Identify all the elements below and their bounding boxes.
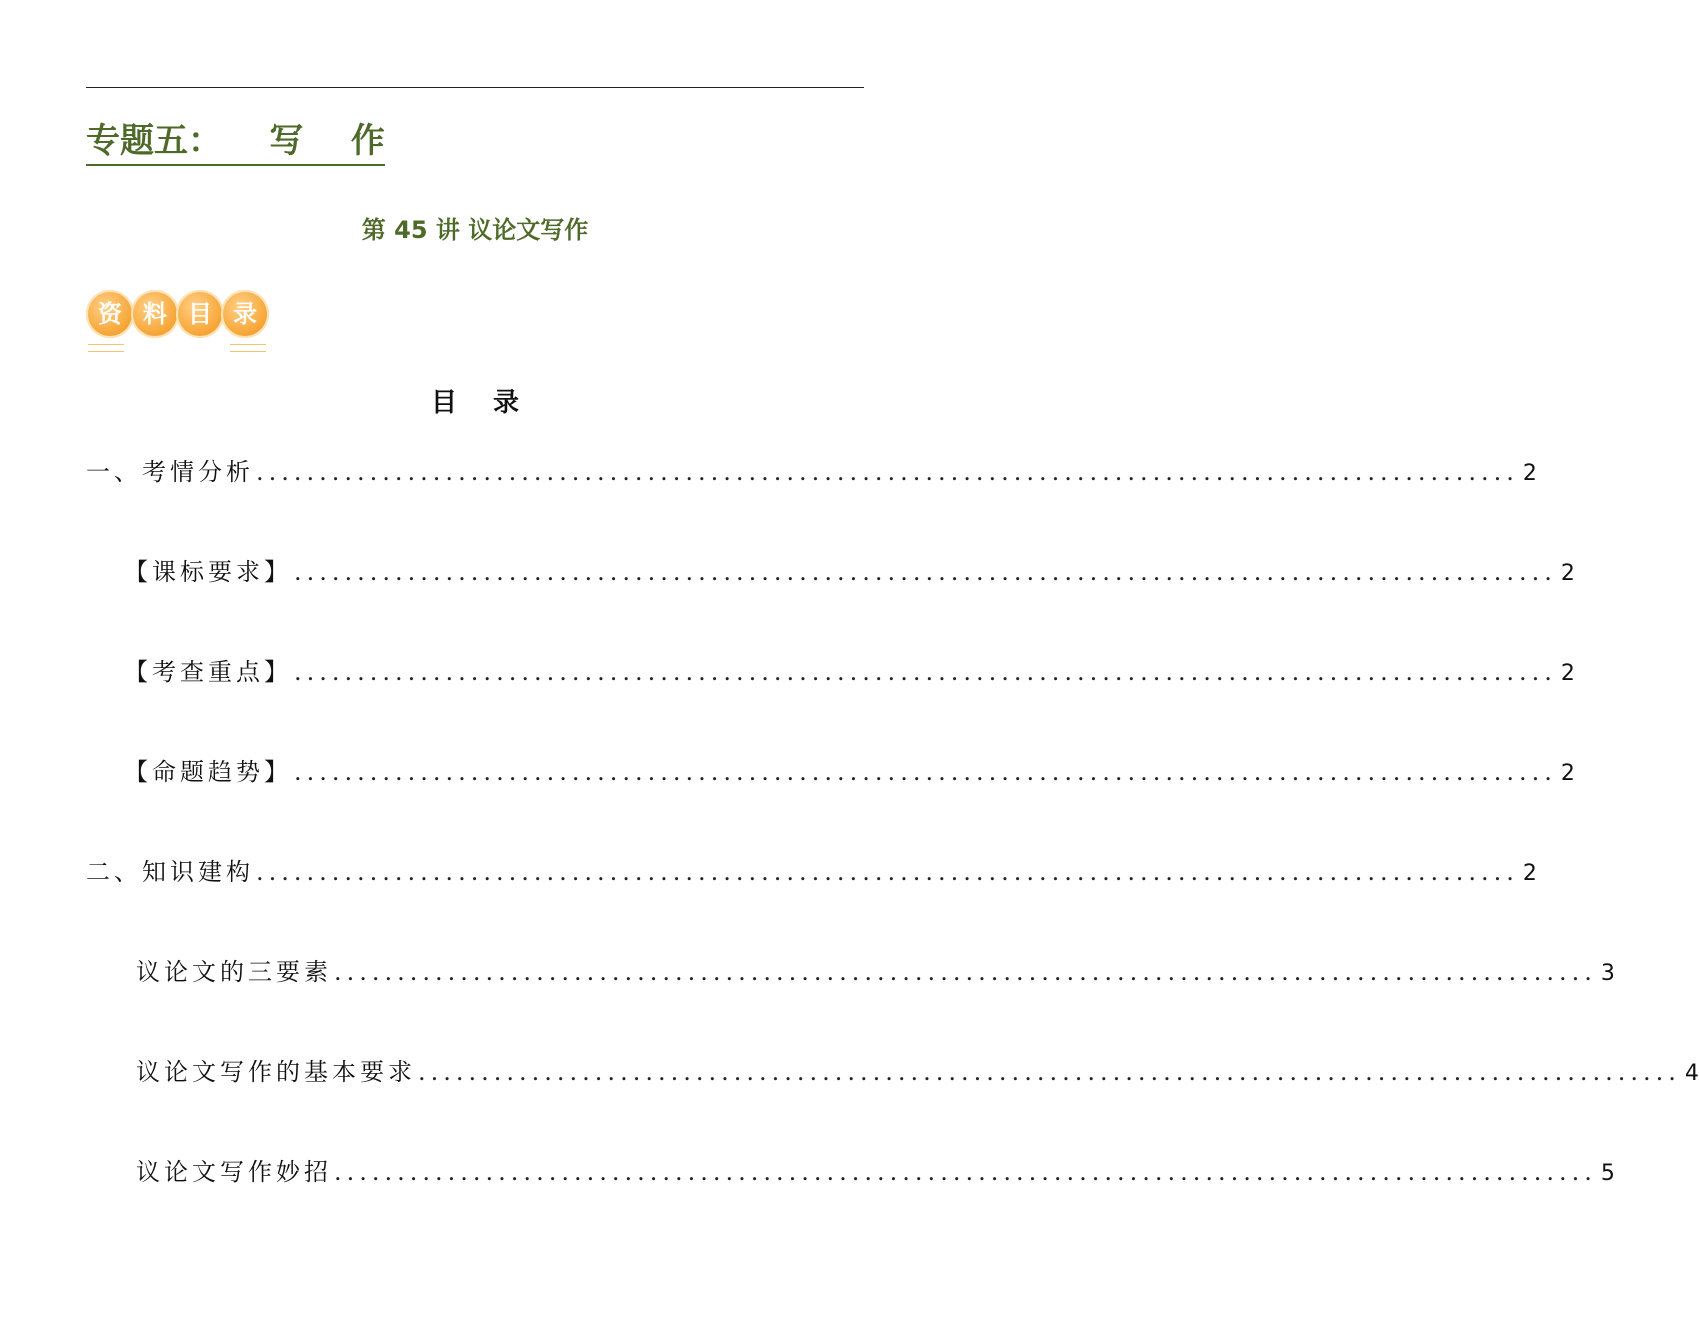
badge-char-4: 录 — [221, 290, 269, 338]
toc-entry-label: 【考查重点】 — [124, 658, 292, 686]
toc-entry-label: 议论文写作的基本要求 — [136, 1058, 416, 1086]
toc-entry[interactable] — [136, 954, 1615, 990]
toc-entry[interactable] — [136, 1054, 1699, 1090]
toc-entry[interactable] — [86, 854, 1537, 890]
toc-page-number: 3 — [1600, 961, 1615, 986]
toc-dot-leader: .................................................................................................... — [334, 958, 1597, 986]
badge-decoration-left — [88, 344, 124, 352]
badge-char-3: 目 — [176, 290, 224, 338]
badge-decoration-right — [230, 344, 266, 352]
toc-entry-label: 一、考情分析 — [86, 458, 254, 486]
badge-char-1: 资 — [86, 290, 134, 338]
toc-page-number: 2 — [1560, 761, 1575, 786]
badge-char-2: 料 — [131, 290, 179, 338]
toc-dot-leader: .................................................................................................... — [256, 458, 1519, 486]
toc-entry[interactable] — [136, 1154, 1615, 1190]
toc-page-number: 2 — [1522, 461, 1537, 486]
toc-dot-leader: .................................................................................................... — [256, 858, 1519, 886]
toc-entry[interactable] — [86, 454, 1537, 490]
toc-dot-leader: .................................................................................................... — [418, 1058, 1681, 1086]
toc-entry-label: 【课标要求】 — [124, 558, 292, 586]
toc-page-number: 2 — [1560, 661, 1575, 686]
toc-dot-leader: .................................................................................................... — [294, 758, 1557, 786]
toc-page-number: 5 — [1600, 1161, 1615, 1186]
topic-title: 专题五： 写 作 — [86, 118, 385, 166]
toc-dot-leader: .................................................................................................... — [294, 658, 1557, 686]
header-rule — [86, 87, 864, 88]
toc-entry-label: 【命题趋势】 — [124, 758, 292, 786]
toc-dot-leader: .................................................................................................... — [294, 558, 1557, 586]
toc-page-number: 4 — [1684, 1061, 1699, 1086]
toc-dot-leader: .................................................................................................... — [334, 1158, 1597, 1186]
toc-entry[interactable] — [124, 654, 1575, 690]
toc-entry-label: 议论文写作妙招 — [136, 1158, 332, 1186]
contents-badge — [86, 290, 276, 352]
toc-page-number: 2 — [1560, 561, 1575, 586]
lecture-title: 第 45 讲 议论文写作 — [361, 216, 589, 244]
toc-entry[interactable] — [124, 554, 1575, 590]
toc-entry[interactable] — [124, 754, 1575, 790]
toc-heading: 目录 — [430, 388, 555, 418]
toc-entry-label: 二、知识建构 — [86, 858, 254, 886]
toc-entry-label: 议论文的三要素 — [136, 958, 332, 986]
toc-page-number: 2 — [1522, 861, 1537, 886]
